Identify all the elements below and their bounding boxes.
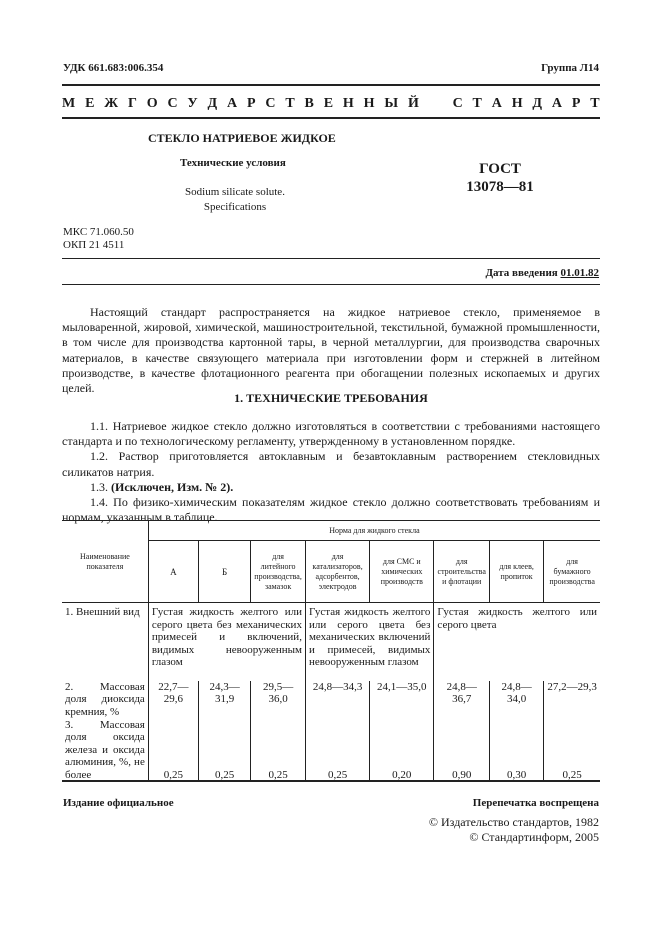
silica-glue: 24,8—34,0: [490, 681, 544, 719]
banner-letter: А: [551, 96, 563, 111]
appearance-group-1: Густая жидкость желтого или серого цвета без механических примесей и включений, видимых невооруженным глазом: [148, 603, 305, 681]
silica-foundry: 29,5—36,0: [251, 681, 306, 719]
clause-1-4: 1.4. По физико-химическим показателям жидкое стекло должно соответствовать требованиям и нормам, указанным в таблице.: [62, 495, 600, 525]
banner-letter: Н: [511, 96, 523, 111]
banner-letter: Н: [342, 96, 354, 111]
oxides-construction: 0,90: [434, 719, 490, 782]
col-header-name: Наименование показателя: [62, 521, 148, 603]
banner-letter: С: [452, 96, 463, 111]
silica-paper: 27,2—29,3: [544, 681, 600, 719]
norm-header: Норма для жидкого стекла: [148, 521, 600, 541]
table-row-appearance: [62, 603, 600, 681]
title-rule: [62, 258, 600, 259]
oxides-paper: 0,25: [544, 719, 600, 782]
silica-a: 22,7—29,6: [148, 681, 198, 719]
col-header-glue: для клеев, пропиток: [490, 541, 544, 603]
english-title-line1: Sodium silicate solute.: [185, 186, 285, 198]
oxides-catalysts: 0,25: [305, 719, 369, 782]
clause-1-3: [62, 480, 600, 495]
introduction-date: [485, 267, 599, 279]
gost-number: [445, 160, 555, 196]
silica-sms: 24,1—35,0: [370, 681, 434, 719]
appearance-group-3: Густая жидкость желтого или серого цвета: [434, 603, 600, 681]
banner-letter: Р: [571, 96, 581, 111]
col-header-sms: для СМС и химических производств: [370, 541, 434, 603]
footer-rule: [62, 780, 600, 782]
table-header-row-1: [62, 521, 600, 541]
date-rule: [62, 284, 600, 285]
english-title-line2: Specifications: [203, 201, 267, 213]
banner-letter: Д: [532, 96, 543, 111]
banner-letter: О: [146, 96, 158, 111]
banner-letter: М: [62, 96, 76, 111]
banner-letter: С: [167, 96, 178, 111]
col-header-a: А: [148, 541, 198, 603]
banner-letter: Й: [407, 96, 419, 111]
banner-letter: Н: [363, 96, 375, 111]
silica-construction: 24,8—36,7: [434, 681, 490, 719]
banner-gap: [429, 96, 443, 112]
banner-letter: Ы: [384, 96, 399, 111]
copyright-1: © Издательство стандартов, 1982: [428, 815, 599, 829]
table-row-oxides: [62, 719, 600, 782]
gost-label: ГОСТ: [479, 161, 521, 177]
section-title: 1. ТЕХНИЧЕСКИЕ ТРЕБОВАНИЯ: [234, 391, 428, 405]
banner-rule: [62, 117, 600, 119]
oxides-foundry: 0,25: [251, 719, 306, 782]
okp-code: ОКП 21 4511: [63, 239, 125, 251]
standard-banner: [62, 96, 600, 112]
row-name-appearance: 1. Внешний вид: [65, 606, 140, 618]
col-header-paper: для бумажного производства: [544, 541, 600, 603]
banner-letter: В: [304, 96, 314, 111]
oxides-a: 0,25: [148, 719, 198, 782]
date-value: 01.01.82: [560, 267, 599, 279]
gost-code: 13078—81: [466, 179, 534, 195]
banner-letter: Р: [246, 96, 256, 111]
banner-letter: С: [265, 96, 276, 111]
oxides-glue: 0,30: [490, 719, 544, 782]
table-row-silica: [62, 681, 600, 719]
clause-1-1: 1.1. Натриевое жидкое стекло должно изготовляться в соответствии с требованиями настоящего стандарта и по технологическому регламенту, утвержденному в установленном порядке.: [62, 419, 600, 449]
reprint-notice: Перепечатка воспрещена: [472, 797, 599, 809]
clause-1-3-text: (Исключен, Изм. № 2).: [111, 479, 234, 494]
col-header-catalysts: для катализаторов, адсорбентов, электродов: [305, 541, 369, 603]
section-paragraphs: [62, 419, 600, 525]
group-code: Группа Л14: [541, 62, 599, 74]
banner-letter: Т: [472, 96, 482, 111]
row-name-silica: 2. Массовая доля диоксида кремния, %: [65, 680, 145, 718]
english-title: [160, 185, 310, 215]
header-rule: [62, 84, 600, 86]
official-edition: Издание официальное: [63, 797, 174, 809]
mks-code: МКС 71.060.50: [63, 226, 134, 238]
banner-letter: А: [227, 96, 238, 111]
classification-codes: [63, 226, 134, 252]
intro-paragraph: [62, 305, 600, 396]
oxides-b: 0,25: [199, 719, 251, 782]
banner-letter: Е: [85, 96, 95, 111]
copyright-block: [429, 815, 599, 845]
oxides-sms: 0,20: [370, 719, 434, 782]
banner-letter: Е: [323, 96, 334, 111]
intro-text: Настоящий стандарт распространяется на жидкое натриевое стекло, применяемое в мыловаренной, жировой, химической, машиностроительной, текстильной, бумажной промышленности, в том числе для производства картонной тары, в черной металлургии, для производства сварочных материалов, в качестве связующего материала при изготовлении форм и стержней в литейном производстве, в качестве флотационного реагента при обогащении полезных ископаемых и других целей.: [62, 305, 600, 396]
clause-1-2: 1.2. Раствор приготовляется автоклавным и безавтоклавным растворением стекловидных силикатов натрия.: [62, 449, 600, 479]
silica-catalysts: 24,8—34,3: [305, 681, 369, 719]
banner-letter: Д: [207, 96, 218, 111]
banner-letter: Г: [127, 96, 137, 111]
date-label: Дата введения: [485, 267, 558, 279]
banner-letter: Т: [285, 96, 295, 111]
silica-b: 24,3—31,9: [199, 681, 251, 719]
col-header-construction: для строительства и флотации: [434, 541, 490, 603]
udk-code: УДК 661.683:006.354: [63, 62, 164, 74]
document-subtitle: Технические условия: [180, 157, 286, 169]
copyright-2: © Стандартинформ, 2005: [469, 830, 599, 844]
appearance-group-2: Густая жидкость желтого или серого цвета без механических включений и примесей, видимых невооруженным глазом: [305, 603, 433, 681]
row-name-oxides: 3. Массовая доля оксида железа и оксида алюминия, %, не более: [65, 718, 145, 781]
banner-letter: А: [491, 96, 502, 111]
banner-letter: Т: [590, 96, 600, 111]
col-header-foundry: для литейного производства, замазок: [251, 541, 306, 603]
banner-letter: У: [187, 96, 198, 111]
properties-table: [62, 520, 600, 781]
banner-letter: Ж: [104, 96, 119, 111]
document-title: СТЕКЛО НАТРИЕВОЕ ЖИДКОЕ: [148, 131, 336, 145]
clause-1-3-number: 1.3.: [90, 479, 108, 494]
col-header-b: Б: [199, 541, 251, 603]
